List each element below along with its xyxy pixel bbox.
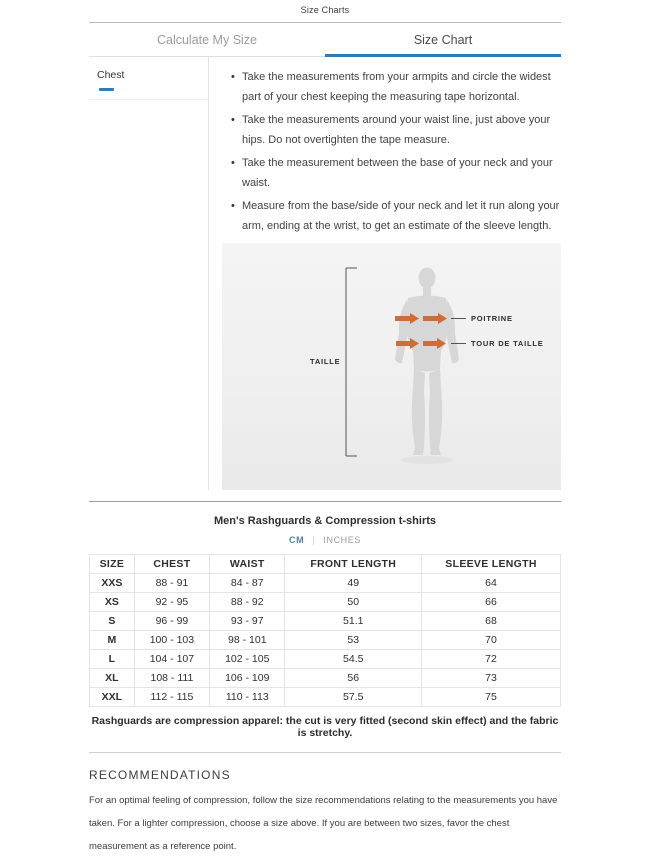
measurement-cell: 57.5: [285, 688, 422, 707]
unit-toggle: [89, 535, 561, 545]
size-table: [89, 554, 561, 707]
sidebar: [89, 57, 209, 490]
measurement-cell: 51.1: [285, 612, 422, 631]
height-measure-line: [346, 268, 357, 456]
measurement-cell: 84 - 87: [210, 574, 285, 593]
size-cell: XXS: [90, 574, 135, 593]
column-header: SLEEVE LENGTH: [422, 555, 561, 574]
measurement-cell: 112 - 115: [134, 688, 209, 707]
page-title: Size Charts: [300, 5, 350, 15]
table-row: [90, 650, 561, 669]
table-row: [90, 612, 561, 631]
measurement-cell: 98 - 101: [210, 631, 285, 650]
main-area: [89, 57, 561, 490]
table-section-divider: [89, 501, 561, 502]
sidebar-item-chest[interactable]: [89, 57, 208, 100]
measurement-cell: 53: [285, 631, 422, 650]
instruction-item: • Measure from the base/side of your neck and let it run along your arm, ending at the wrist, to get an estimate of the sleeve length.: [231, 196, 561, 236]
active-item-underline: [99, 88, 114, 91]
measurement-instructions: [221, 67, 561, 236]
measurement-cell: 108 - 111: [134, 669, 209, 688]
table-row: [90, 593, 561, 612]
measurement-cell: 75: [422, 688, 561, 707]
measurement-cell: 96 - 99: [134, 612, 209, 631]
sidebar-item-label: Chest: [97, 69, 125, 81]
instruction-item: • Take the measurement between the base of your neck and your waist.: [231, 153, 561, 193]
unit-toggle-separator: |: [312, 535, 316, 545]
instruction-item: • Take the measurements around your waist line, just above your hips. Do not overtighten the tape measure.: [231, 110, 561, 150]
table-row: [90, 669, 561, 688]
tab-bar: [89, 23, 561, 57]
recommendations-text: For an optimal feeling of compression, follow the size recommendations relating to the measurements you have taken. For a lighter compression, choose a size above. If you are between two sizes, favor the chest measurement as a reference point.: [89, 795, 558, 852]
measurement-cell: 88 - 91: [134, 574, 209, 593]
table-row: [90, 574, 561, 593]
mannequin-figure: [395, 268, 459, 465]
column-header: FRONT LENGTH: [285, 555, 422, 574]
measurement-figure-image: [222, 243, 561, 490]
size-cell: S: [90, 612, 135, 631]
measurement-cell: 64: [422, 574, 561, 593]
column-header: WAIST: [210, 555, 285, 574]
figure-label-poitrine: POITRINE: [471, 314, 513, 323]
content-panel: [209, 57, 561, 490]
measurement-cell: 92 - 95: [134, 593, 209, 612]
figure-label-taille: TAILLE: [310, 357, 341, 366]
measurement-cell: 66: [422, 593, 561, 612]
measurement-cell: 93 - 97: [210, 612, 285, 631]
measurement-cell: 56: [285, 669, 422, 688]
tab-calculate-my-size[interactable]: Calculate My Size: [156, 33, 258, 47]
measurement-cell: 102 - 105: [210, 650, 285, 669]
size-cell: XXL: [90, 688, 135, 707]
table-title: Men's Rashguards & Compression t-shirts: [213, 515, 437, 527]
measurement-cell: 50: [285, 593, 422, 612]
measurement-cell: 49: [285, 574, 422, 593]
measurement-cell: 88 - 92: [210, 593, 285, 612]
tab-size-chart[interactable]: Size Chart: [325, 23, 561, 57]
compression-note: Rashguards are compression apparel: the cut is very fitted (second skin effect) and the fabric is stretchy.: [91, 715, 559, 739]
measurement-cell: 54.5: [285, 650, 422, 669]
measurement-cell: 106 - 109: [210, 669, 285, 688]
size-cell: L: [90, 650, 135, 669]
table-row: [90, 631, 561, 650]
measurement-cell: 100 - 103: [134, 631, 209, 650]
instruction-item: • Take the measurements from your armpits and circle the widest part of your chest keeping the measuring tape horizontal.: [231, 67, 561, 107]
measurement-cell: 70: [422, 631, 561, 650]
measurement-cell: 72: [422, 650, 561, 669]
column-header: CHEST: [134, 555, 209, 574]
column-header: SIZE: [90, 555, 135, 574]
measurement-cell: 73: [422, 669, 561, 688]
size-cell: XL: [90, 669, 135, 688]
unit-toggle-inches[interactable]: INCHES: [323, 535, 361, 545]
measurement-cell: 68: [422, 612, 561, 631]
size-cell: XS: [90, 593, 135, 612]
table-row: [90, 688, 561, 707]
recommendations-divider: [89, 752, 561, 753]
size-table-header-row: [90, 555, 561, 574]
size-cell: M: [90, 631, 135, 650]
figure-label-tour-de-taille: TOUR DE TAILLE: [471, 339, 544, 348]
measurement-cell: 110 - 113: [210, 688, 285, 707]
unit-toggle-cm[interactable]: CM: [289, 535, 305, 545]
recommendations-heading: RECOMMENDATIONS: [89, 768, 231, 782]
measurement-cell: 104 - 107: [134, 650, 209, 669]
